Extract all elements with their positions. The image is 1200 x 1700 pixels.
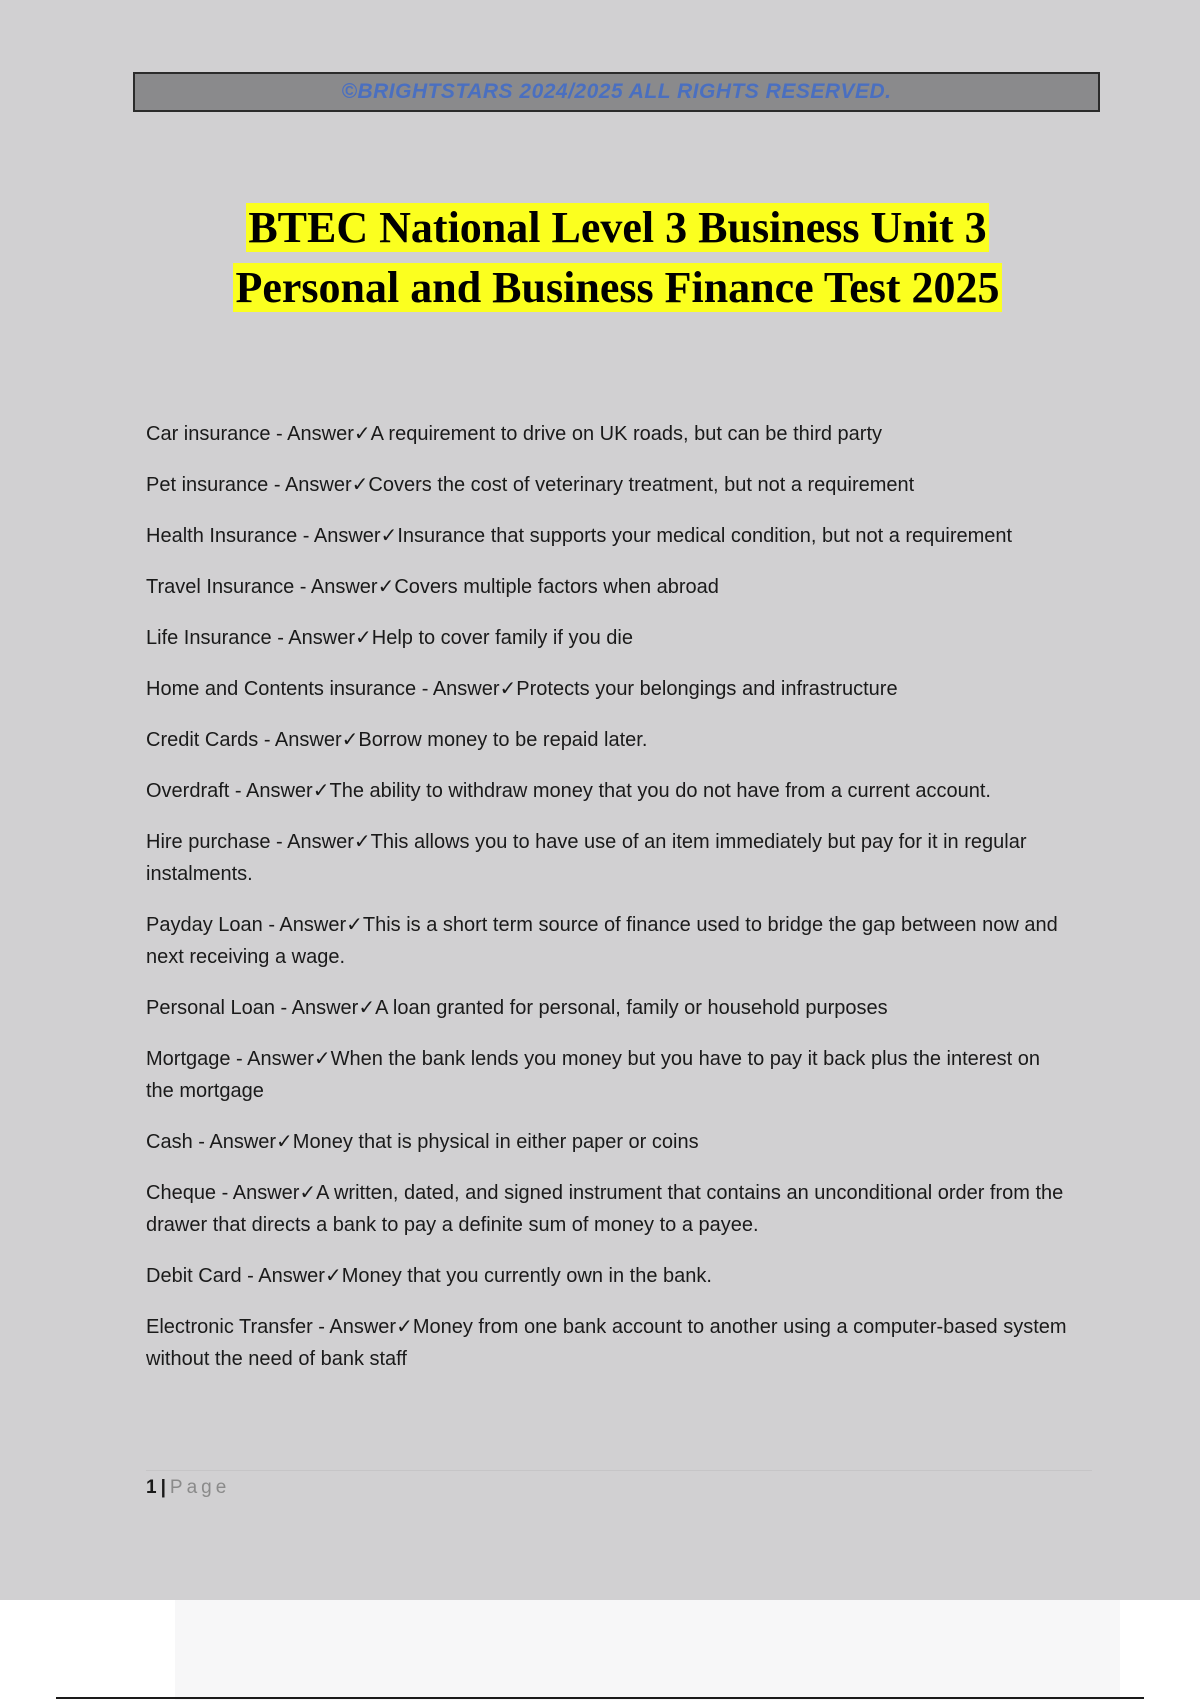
qa-item-mortgage: Mortgage - Answer✓When the bank lends you money but you have to pay it back plus the interest on the mortgage <box>146 1048 1040 1102</box>
qa-item-personal-loan: Personal Loan - Answer✓A loan granted for personal, family or household purposes <box>146 997 888 1019</box>
next-page-strip <box>175 1600 1120 1700</box>
qa-item-pet-insurance: Pet insurance - Answer✓Covers the cost of veterinary treatment, but not a requirement <box>146 474 915 496</box>
qa-item-credit-cards: Credit Cards - Answer✓Borrow money to be repaid later. <box>146 729 648 751</box>
qa-list <box>146 418 1071 1394</box>
qa-item-hire-purchase: Hire purchase - Answer✓This allows you to have use of an item immediately but pay for it in regular instalments. <box>146 831 1027 885</box>
qa-item-cash: Cash - Answer✓Money that is physical in either paper or coins <box>146 1131 699 1153</box>
page-footer <box>146 1470 1092 1499</box>
qa-item-travel-insurance: Travel Insurance - Answer✓Covers multiple factors when abroad <box>146 576 719 598</box>
qa-item-electronic-transfer: Electronic Transfer - Answer✓Money from one bank account to another using a computer-based system without the need of bank staff <box>146 1316 1067 1370</box>
page-separator: | <box>160 1477 166 1498</box>
qa-item-car-insurance: Car insurance - Answer✓A requirement to drive on UK roads, but can be third party <box>146 423 883 445</box>
qa-item-cheque: Cheque - Answer✓A written, dated, and signed instrument that contains an unconditional order from the drawer that directs a bank to pay a definite sum of money to a payee. <box>146 1182 1064 1236</box>
page-word: Page <box>169 1477 231 1498</box>
qa-item-home-contents-insurance: Home and Contents insurance - Answer✓Protects your belongings and infrastructure <box>146 678 898 700</box>
qa-item-payday-loan: Payday Loan - Answer✓This is a short term source of finance used to bridge the gap between now and next receiving a wage. <box>146 914 1058 968</box>
qa-item-overdraft: Overdraft - Answer✓The ability to withdraw money that you do not have from a current account. <box>146 780 991 802</box>
page-title <box>0 198 1200 318</box>
page-number: 1 <box>146 1477 157 1498</box>
qa-item-health-insurance: Health Insurance - Answer✓Insurance that supports your medical condition, but not a requirement <box>146 525 1013 547</box>
qa-item-debit-card: Debit Card - Answer✓Money that you currently own in the bank. <box>146 1265 712 1287</box>
copyright-text: ©BRIGHTSTARS 2024/2025 ALL RIGHTS RESERVED. <box>341 80 892 103</box>
qa-item-life-insurance: Life Insurance - Answer✓Help to cover family if you die <box>146 627 633 649</box>
bottom-divider <box>56 1697 1144 1699</box>
title-line-1: BTEC National Level 3 Business Unit 3 <box>248 203 987 252</box>
title-line-2: Personal and Business Finance Test 2025 <box>235 263 1000 312</box>
copyright-banner <box>133 72 1100 112</box>
